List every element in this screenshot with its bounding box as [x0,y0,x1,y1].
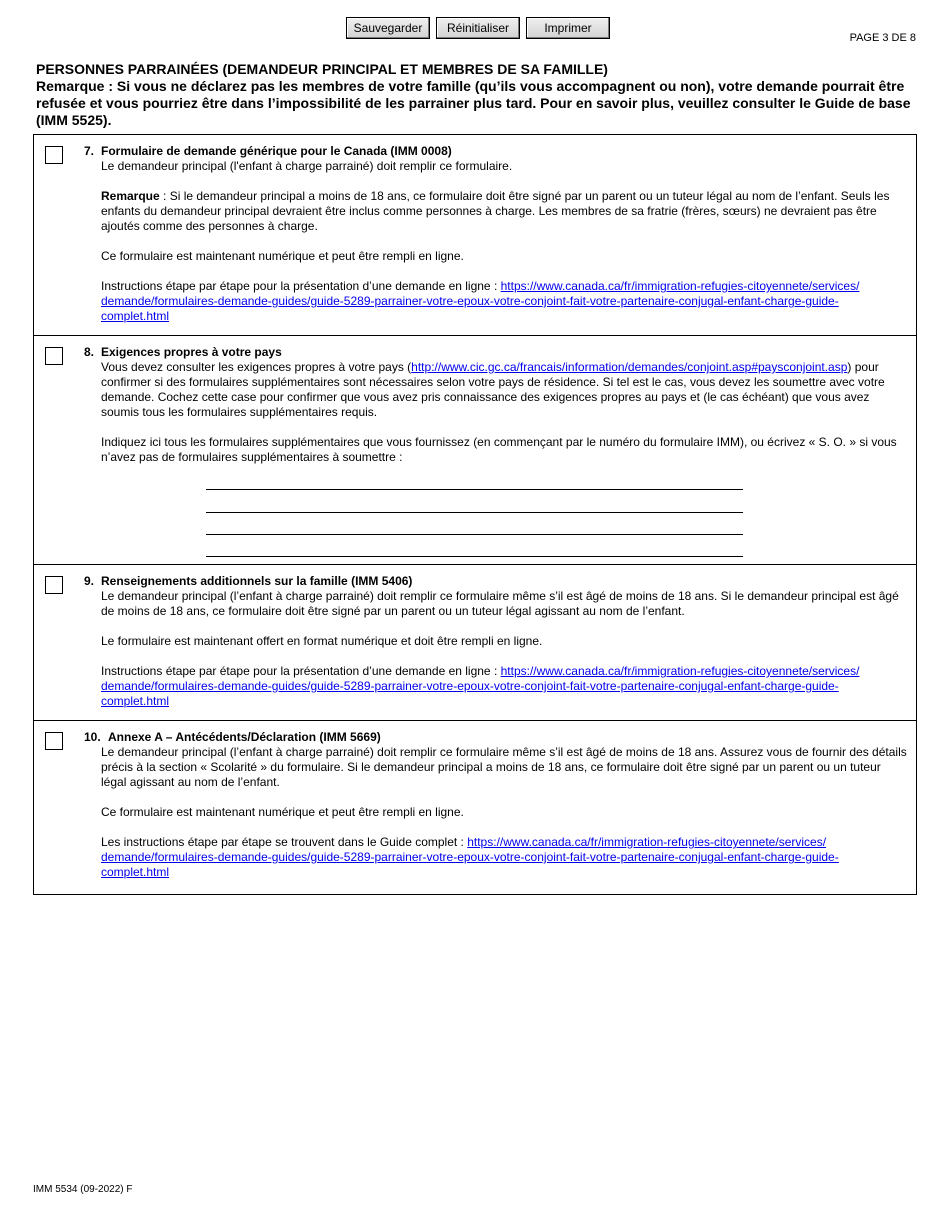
item-9-number: 9. [84,574,95,588]
item-7-digital-note: Ce formulaire est maintenant numérique et peut être rempli en ligne. [101,249,464,263]
item-7-checkbox[interactable] [45,146,63,164]
item-10-checkbox[interactable] [45,732,63,750]
remark-label: Remarque [101,189,160,203]
item-9-title: Renseignements additionnels sur la famille (IMM 5406) [101,574,413,588]
guide-link[interactable]: demande/formulaires-demande-guides/guide-5289-parrainer-votre-epoux-votre-conjoint-fait-votre-partenaire-conjugal-enfant-charge-guide- [101,294,839,308]
item-10-text: Le demandeur principal (l’enfant à charge parrainé) doit remplir ce formulaire même s’il est âgé de moins de 18 ans. Assurez vous de fournir des détails précis à la section « Scolarité » du formulaire. Si le demandeur principal a moins de 18 ans, ce formulaire doit être signé par un parent ou un tuteur légal agissant au nom de l’enfant. [101,745,907,789]
item-7-instructions [101,279,907,324]
item-9-digital-note: Le formulaire est maintenant offert en format numérique et doit être rempli en ligne. [101,634,543,648]
instructions-prefix: Les instructions étape par étape se trouvent dans le Guide complet : [101,835,468,849]
form-toolbar [346,17,610,39]
item-9-text: Le demandeur principal (l’enfant à charge parrainé) doit remplir ce formulaire même s’il est âgé de moins de 18 ans. Si le demandeur principal est âgé de moins de 18 ans, ce formulaire doit être signé par un parent ou un tuteur légal agissant au nom de l’enfant. [101,589,899,618]
item-8-checkbox[interactable] [45,347,63,365]
item-8-number: 8. [84,345,95,359]
section-title: PERSONNES PARRAINÉES (DEMANDEUR PRINCIPAL ET MEMBRES DE SA FAMILLE) [36,61,608,77]
remark-text: : Si le demandeur principal a moins de 18 ans, ce formulaire doit être signé par un parent ou un tuteur légal au nom de l’enfant. Seuls les enfants du demandeur principal devraient être inclus comme personnes à charge. Les membres de sa fratrie (frères, sœurs) ne devraient pas être ajoutés comme des personnes à charge. [101,189,890,233]
item-8-content [101,345,907,465]
text-fragment: ) pour confirmer si des formulaires supplémentaires sont nécessaires selon votre pays de résidence. Si tel est le cas, vous devez les soumettre avec votre demande. Cochez cette case pour confirmer que vous avez pris connaissance des exigences propres au pays et (le cas échéant) que vous avez soumis tous les formulaires supplémentaires requis. [101,360,885,419]
item-7-number: 7. [84,144,95,158]
additional-forms-line-1[interactable] [206,489,743,490]
guide-link[interactable]: complet.html [101,309,170,323]
guide-link[interactable]: complet.html [101,694,170,708]
section-header [36,61,920,129]
item-10-content [101,730,907,880]
guide-link[interactable]: https://www.canada.ca/fr/immigration-refugies-citoyennete/services/ [500,279,860,293]
instructions-prefix: Instructions étape par étape pour la présentation d’une demande en ligne : [101,664,501,678]
save-button[interactable]: Sauvegarder [346,17,430,39]
instructions-prefix: Instructions étape par étape pour la présentation d’une demande en ligne : [101,279,501,293]
item-8-instructions: Indiquez ici tous les formulaires supplémentaires que vous fournissez (en commençant par le numéro du formulaire IMM), ou écrivez « S. O. » si vous n’avez pas de formulaires supplémentaires à soumettre : [101,435,897,464]
page-number: PAGE 3 DE 8 [849,32,916,44]
guide-link[interactable]: https://www.canada.ca/fr/immigration-refugies-citoyennete/services/ [500,664,860,678]
item-10-number: 10. [84,730,101,744]
form-footer: IMM 5534 (09-2022) F [33,1184,133,1195]
guide-link[interactable]: https://www.canada.ca/fr/immigration-refugies-citoyennete/services/ [467,835,827,849]
item-10-title: Annexe A – Antécédents/Déclaration (IMM 5669) [108,730,381,744]
item-7-content [101,144,907,324]
text-fragment: Vous devez consulter les exigences propres à votre pays ( [101,360,412,374]
item-10-instructions [101,835,907,880]
item-7-title: Formulaire de demande générique pour le Canada (IMM 0008) [101,144,452,158]
additional-forms-line-3[interactable] [206,534,743,535]
item-separator [33,564,917,565]
guide-link[interactable]: demande/formulaires-demande-guides/guide-5289-parrainer-votre-epoux-votre-conjoint-fait-votre-partenaire-conjugal-enfant-charge-guide- [101,850,839,864]
item-separator [33,335,917,336]
guide-link[interactable]: complet.html [101,865,170,879]
print-button[interactable]: Imprimer [526,17,610,39]
item-9-content [101,574,907,709]
item-8-title: Exigences propres à votre pays [101,345,282,359]
additional-forms-line-2[interactable] [206,512,743,513]
item-7-remark [101,189,907,234]
item-7-text: Le demandeur principal (l'enfant à charge parrainé) doit remplir ce formulaire. [101,159,513,173]
section-note: Remarque : Si vous ne déclarez pas les membres de votre famille (qu’ils vous accompagnent ou non), votre demande pourrait être refusée et vous pourriez être dans l’impossibilité de les parrainer plus tard. Pour en savoir plus, veuillez consulter le Guide de base (IMM 5525). [36,78,911,128]
additional-forms-line-4[interactable] [206,556,743,557]
country-requirements-link[interactable]: http://www.cic.gc.ca/francais/information/demandes/conjoint.asp#paysconjoint.asp [411,360,848,374]
item-separator [33,720,917,721]
guide-link[interactable]: demande/formulaires-demande-guides/guide-5289-parrainer-votre-epoux-votre-conjoint-fait-votre-partenaire-conjugal-enfant-charge-guide- [101,679,839,693]
item-8-text [101,360,907,420]
reset-button[interactable]: Réinitialiser [436,17,520,39]
item-9-instructions [101,664,907,709]
item-9-checkbox[interactable] [45,576,63,594]
item-10-digital-note: Ce formulaire est maintenant numérique et peut être rempli en ligne. [101,805,464,819]
